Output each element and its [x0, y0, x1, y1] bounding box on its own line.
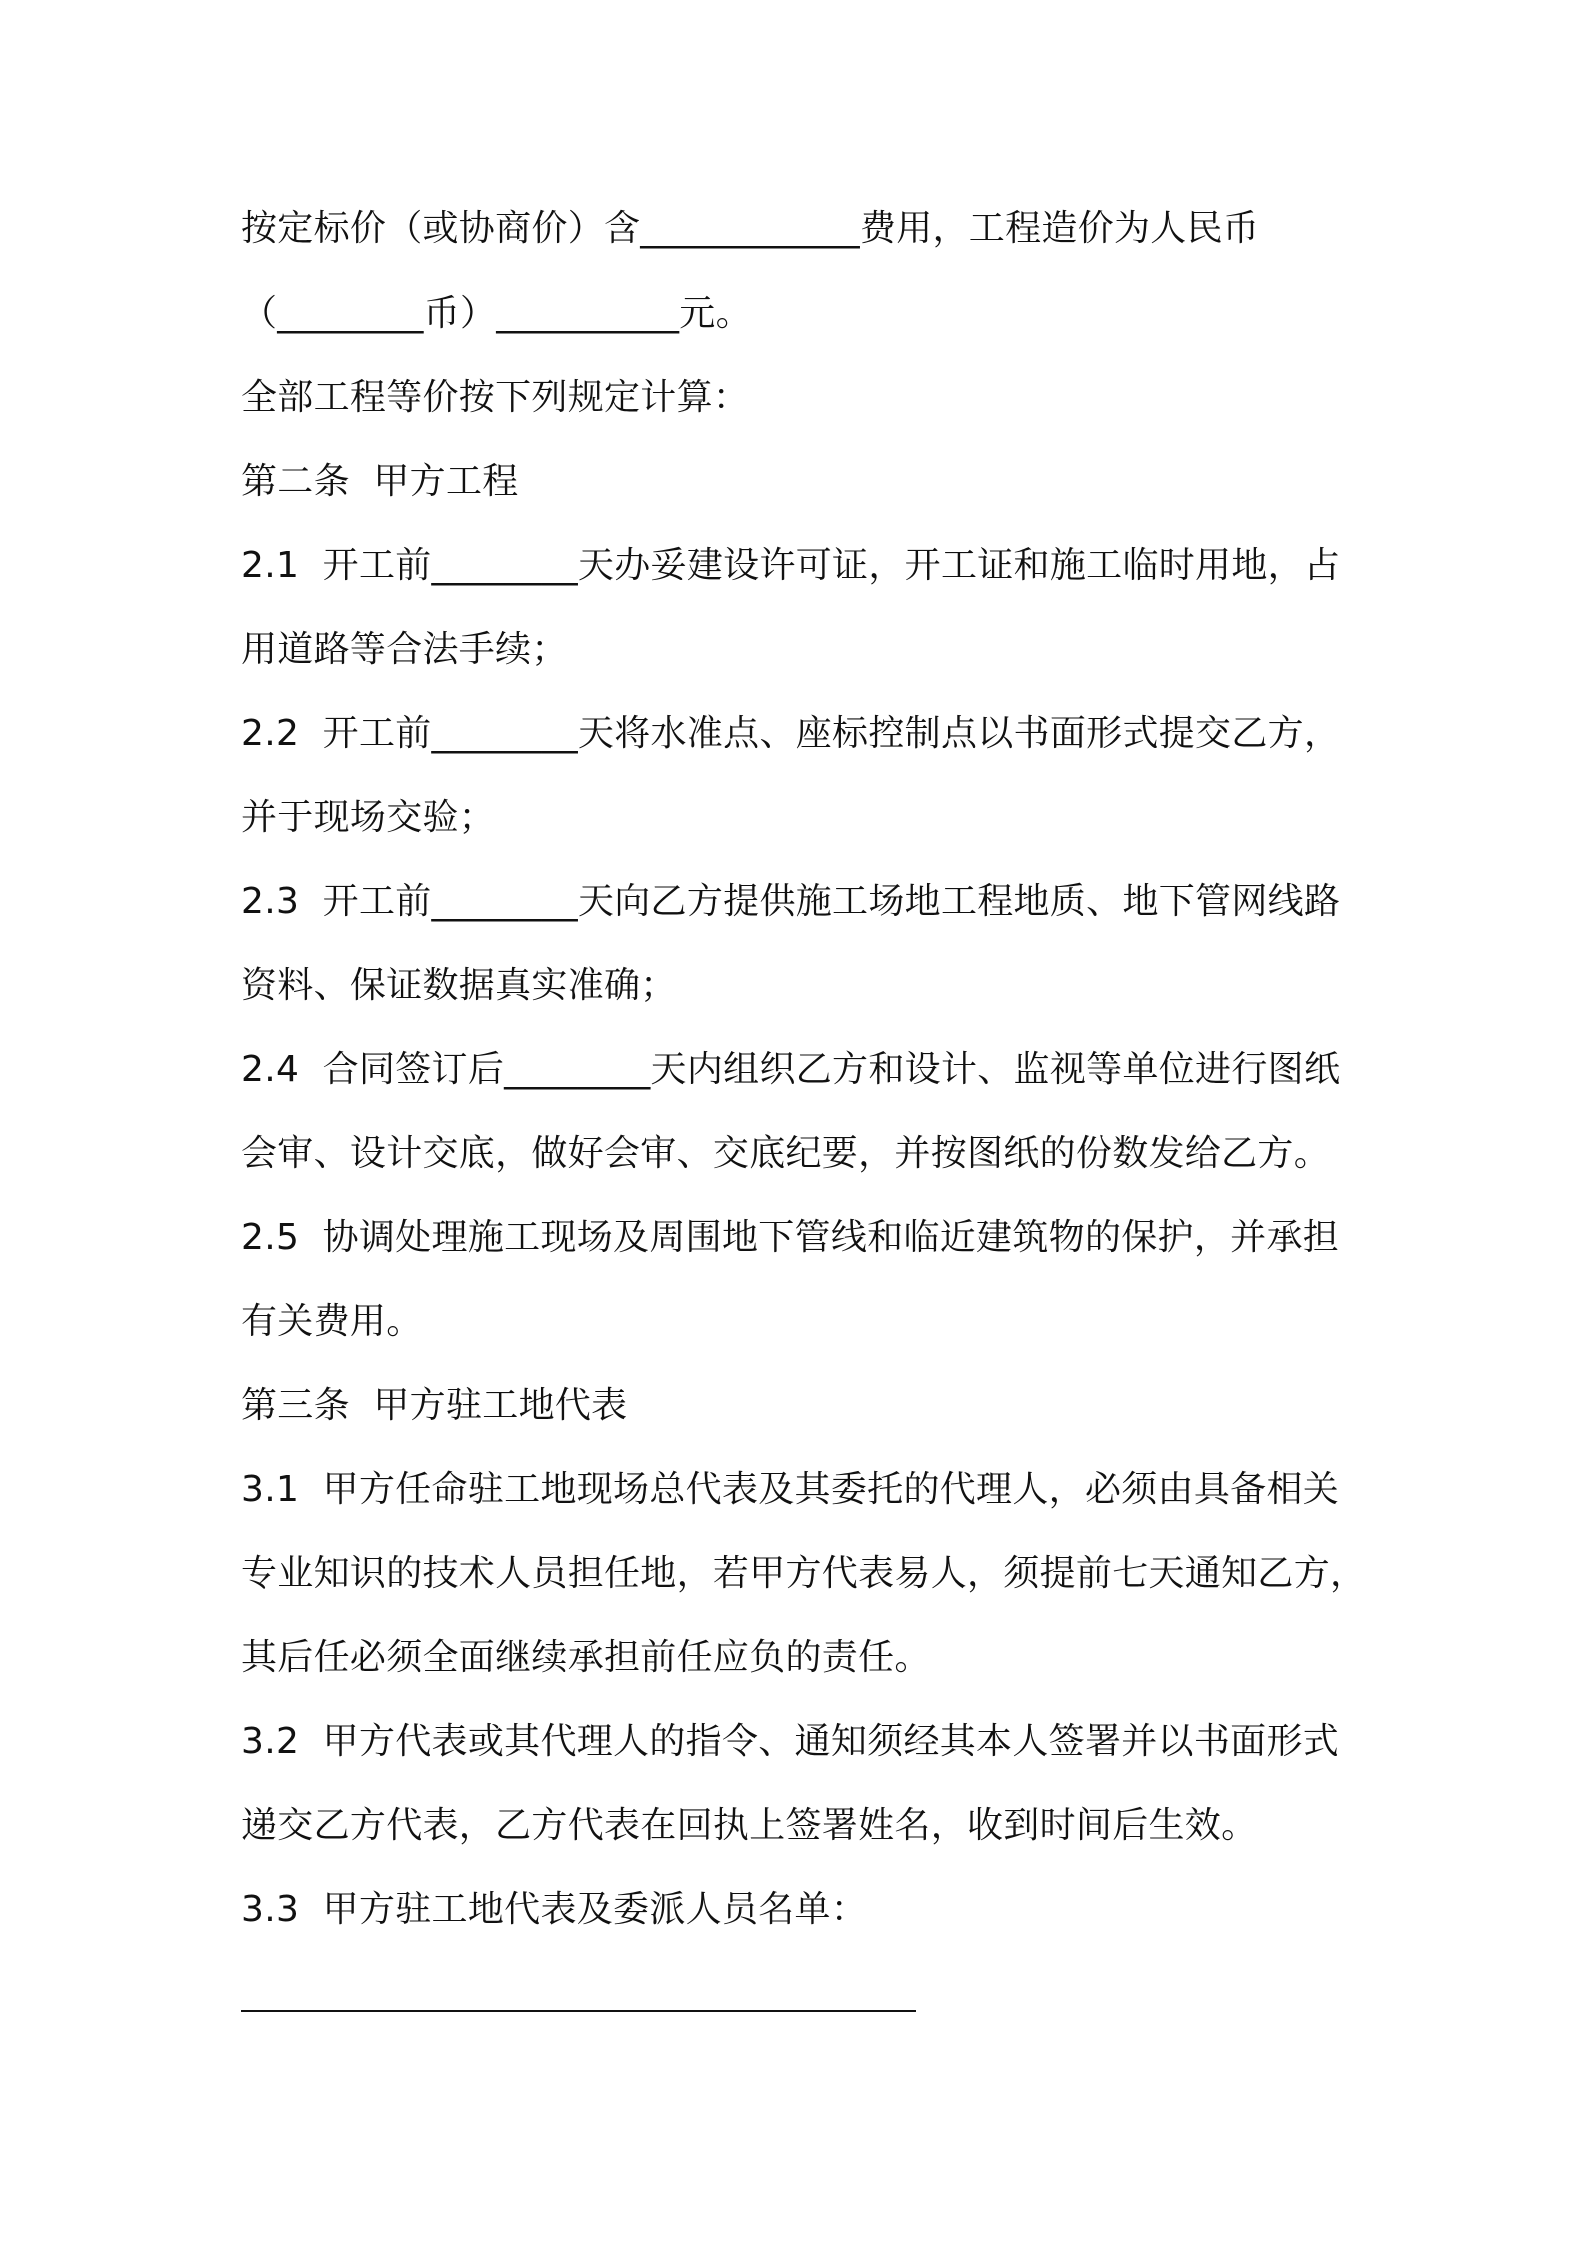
- text-line: 2.4 合同签订后________天内组织乙方和设计、监视等单位进行图纸: [241, 1049, 1341, 1090]
- section-heading: 第三条 甲方驻工地代表: [241, 1385, 628, 1426]
- text-line: 全部工程等价按下列规定计算：: [241, 377, 750, 418]
- text-line: 递交乙方代表，乙方代表在回执上签署姓名，收到时间后生效。: [241, 1805, 1258, 1846]
- text-line: 按定标价（或协商价）含____________费用，工程造价为人民币: [241, 208, 1260, 249]
- text-line: 会审、设计交底，做好会审、交底纪要，并按图纸的份数发给乙方。: [241, 1133, 1331, 1174]
- text-line: 专业知识的技术人员担任地，若甲方代表易人，须提前七天通知乙方，: [241, 1553, 1367, 1594]
- text-line: 2.1 开工前________天办妥建设许可证，开工证和施工临时用地，占: [241, 545, 1341, 586]
- text-line: 2.3 开工前________天向乙方提供施工场地工程地质、地下管网线路: [241, 881, 1341, 922]
- text-line: 其后任必须全面继续承担前任应负的责任。: [241, 1637, 931, 1678]
- text-line: 有关费用。: [241, 1301, 423, 1342]
- text-line: 3.2 甲方代表或其代理人的指令、通知须经其本人签署并以书面形式: [241, 1721, 1340, 1762]
- text-line: 并于现场交验；: [241, 797, 496, 838]
- text-line: 2.5 协调处理施工现场及周围地下管线和临近建筑物的保护，并承担: [241, 1217, 1340, 1258]
- text-line: 2.2 开工前________天将水准点、座标控制点以书面形式提交乙方，: [241, 713, 1341, 754]
- text-line: 用道路等合法手续；: [241, 629, 568, 670]
- text-line: 3.3 甲方驻工地代表及委派人员名单：: [241, 1889, 868, 1930]
- text-line: （________币）__________元。: [241, 293, 752, 334]
- section-heading: 第二条 甲方工程: [241, 461, 519, 502]
- text-line: 3.1 甲方任命驻工地现场总代表及其委托的代理人，必须由具备相关: [241, 1469, 1340, 1510]
- blank-fill-line: [241, 2010, 916, 2012]
- text-line: 资料、保证数据真实准确；: [241, 965, 677, 1006]
